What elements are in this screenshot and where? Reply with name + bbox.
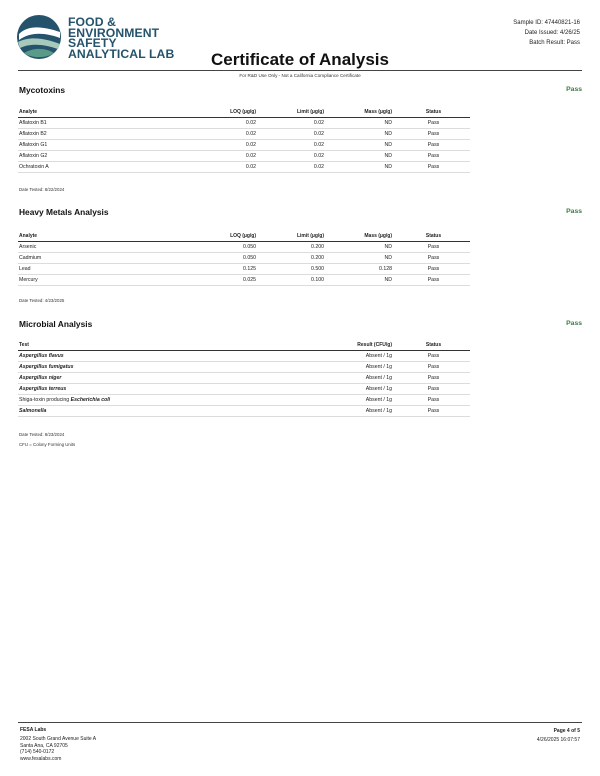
table-cell	[18, 394, 328, 405]
table-cell: ND	[328, 241, 396, 252]
section-status-badge: Pass	[566, 86, 582, 93]
table-cell: Pass	[396, 252, 470, 263]
table-header-row	[18, 232, 470, 241]
date-issued: Date Issued: 4/26/25	[524, 30, 580, 36]
document-title: Certificate of Analysis	[211, 50, 389, 69]
table-row	[18, 263, 470, 274]
table-cell: Absent / 1g	[328, 394, 396, 405]
organism-name: Salmonella	[19, 407, 47, 414]
table-cell: 0.02	[260, 117, 328, 128]
lab-name-line: ENVIRONMENT	[68, 25, 160, 40]
column-header: Status	[396, 341, 470, 350]
section-title: Microbial Analysis	[19, 319, 93, 329]
table-row	[18, 350, 470, 361]
table-row	[18, 128, 470, 139]
table-cell: 0.02	[260, 150, 328, 161]
table-cell: 0.100	[260, 274, 328, 285]
table-row	[18, 150, 470, 161]
table-row	[18, 383, 470, 394]
table-row	[18, 394, 470, 405]
table-cell: Aflatoxin G1	[18, 139, 198, 150]
mycotoxins-table	[18, 108, 470, 173]
section-status-badge: Pass	[566, 320, 582, 327]
generated-timestamp: 4/26/2025 16:07:57	[536, 737, 580, 743]
organism-name: Aspergillus flavus	[19, 352, 64, 359]
table-cell: Arsenic	[18, 241, 198, 252]
table-cell: Absent / 1g	[328, 405, 396, 416]
table-row	[18, 117, 470, 128]
table-row	[18, 361, 470, 372]
table-cell: 0.02	[198, 117, 260, 128]
table-cell: Pass	[396, 117, 470, 128]
page-info	[537, 727, 580, 745]
table-cell: Pass	[396, 241, 470, 252]
table-row	[18, 372, 470, 383]
column-header: Limit (µg/g)	[260, 108, 328, 117]
table-cell: Ochratoxin A	[18, 161, 198, 172]
column-header: Analyte	[18, 232, 198, 241]
page-number: Page 4 of 5	[553, 728, 580, 734]
table-cell: ND	[328, 117, 396, 128]
table-cell: 0.02	[198, 139, 260, 150]
table-cell: Pass	[396, 274, 470, 285]
heavy-metals-section	[18, 207, 582, 307]
organism-name: Aspergillus fumigatus	[19, 363, 74, 370]
table-cell: Aflatoxin G2	[18, 150, 198, 161]
section-status-badge: Pass	[566, 208, 582, 215]
table-cell: Pass	[396, 150, 470, 161]
section-title: Mycotoxins	[19, 85, 66, 95]
sample-id: Sample ID: 47440821-16	[513, 20, 580, 26]
lab-name-line: FOOD &	[68, 15, 116, 29]
table-cell: ND	[328, 252, 396, 263]
table-cell: Pass	[396, 394, 470, 405]
table-cell: 0.500	[260, 263, 328, 274]
column-header: Mass (µg/g)	[328, 108, 396, 117]
table-row	[18, 139, 470, 150]
table-cell: 0.02	[260, 139, 328, 150]
microbial-table	[18, 341, 470, 417]
table-cell: Aflatoxin B2	[18, 128, 198, 139]
table-cell: Cadmium	[18, 252, 198, 263]
table-row	[18, 274, 470, 285]
footer-divider	[18, 722, 582, 723]
table-cell: ND	[328, 161, 396, 172]
header-divider	[18, 70, 582, 71]
table-cell: Absent / 1g	[328, 383, 396, 394]
table-cell	[18, 383, 328, 394]
table-cell: Pass	[396, 383, 470, 394]
column-header: Mass (µg/g)	[328, 232, 396, 241]
table-row	[18, 252, 470, 263]
table-cell: Absent / 1g	[328, 372, 396, 383]
table-cell: 0.02	[198, 150, 260, 161]
lab-contact	[20, 727, 96, 762]
table-cell: Aflatoxin B1	[18, 117, 198, 128]
mycotoxins-section	[18, 85, 582, 195]
address-line: Santa Ana, CA 92705	[20, 742, 68, 749]
microbial-section	[18, 319, 582, 454]
certificate-header	[0, 0, 600, 90]
column-header: Status	[396, 232, 470, 241]
compliance-notice: For R&D Use Only - Not a California Compliance Certificate	[239, 73, 361, 78]
table-cell: Pass	[396, 361, 470, 372]
sample-meta	[513, 18, 580, 48]
table-header-row	[18, 108, 470, 117]
column-header: LOQ (µg/g)	[198, 232, 260, 241]
table-cell: 0.200	[260, 241, 328, 252]
table-cell: 0.02	[198, 128, 260, 139]
table-cell: Pass	[396, 128, 470, 139]
website-link[interactable]: www.fesalabs.com	[20, 755, 62, 762]
column-header: Status	[396, 108, 470, 117]
organism-name: Aspergillus niger	[19, 374, 62, 381]
column-header: Test	[18, 341, 328, 350]
table-header-row	[18, 341, 470, 350]
address-line: 2002 South Grand Avenue Suite A	[20, 736, 97, 743]
date-tested: Date Tested: 8/22/2024	[19, 187, 65, 192]
table-cell: Pass	[396, 350, 470, 361]
table-cell	[18, 405, 328, 416]
table-cell: ND	[328, 139, 396, 150]
table-cell: Mercury	[18, 274, 198, 285]
table-cell: 0.128	[328, 263, 396, 274]
table-cell: Pass	[396, 405, 470, 416]
lab-name-line: ANALYTICAL LAB	[68, 46, 175, 61]
table-cell: Pass	[396, 372, 470, 383]
phone-number: (714) 540-0172	[20, 749, 55, 756]
table-cell	[18, 372, 328, 383]
test-name-prefix: Shiga-toxin producing	[19, 396, 71, 403]
date-tested: Date Tested: 8/23/2024	[19, 432, 65, 437]
heavy-metals-table	[18, 232, 470, 286]
table-cell: ND	[328, 128, 396, 139]
lab-name-line: SAFETY	[68, 36, 117, 51]
table-cell: ND	[328, 274, 396, 285]
table-cell	[18, 361, 328, 372]
column-header: Analyte	[18, 108, 198, 117]
column-header: Result (CFU/g)	[328, 341, 396, 350]
table-cell: 0.02	[260, 128, 328, 139]
table-cell: Absent / 1g	[328, 361, 396, 372]
table-row	[18, 241, 470, 252]
table-row	[18, 161, 470, 172]
column-header: Limit (µg/g)	[260, 232, 328, 241]
table-cell: 0.125	[198, 263, 260, 274]
table-cell: Pass	[396, 139, 470, 150]
date-tested: Date Tested: 4/23/2025	[19, 298, 65, 303]
table-cell: ND	[328, 150, 396, 161]
company-name: FESA Labs	[20, 727, 47, 733]
section-title: Heavy Metals Analysis	[19, 207, 109, 217]
table-cell: Pass	[396, 263, 470, 274]
table-cell: 0.200	[260, 252, 328, 263]
organism-name: Aspergillus terreus	[19, 385, 67, 392]
column-header: LOQ (µg/g)	[198, 108, 260, 117]
table-row	[18, 405, 470, 416]
table-cell: Absent / 1g	[328, 350, 396, 361]
table-cell	[18, 350, 328, 361]
cfu-note: CFU = Colony Forming Units	[19, 442, 76, 447]
table-cell: 0.025	[198, 274, 260, 285]
table-cell: 0.050	[198, 252, 260, 263]
table-cell: 0.02	[198, 161, 260, 172]
table-cell: Pass	[396, 161, 470, 172]
table-cell: Lead	[18, 263, 198, 274]
table-cell: 0.02	[260, 161, 328, 172]
organism-name: Escherichia coli	[70, 396, 111, 403]
table-cell: 0.050	[198, 241, 260, 252]
batch-result: Batch Result: Pass	[529, 40, 580, 46]
